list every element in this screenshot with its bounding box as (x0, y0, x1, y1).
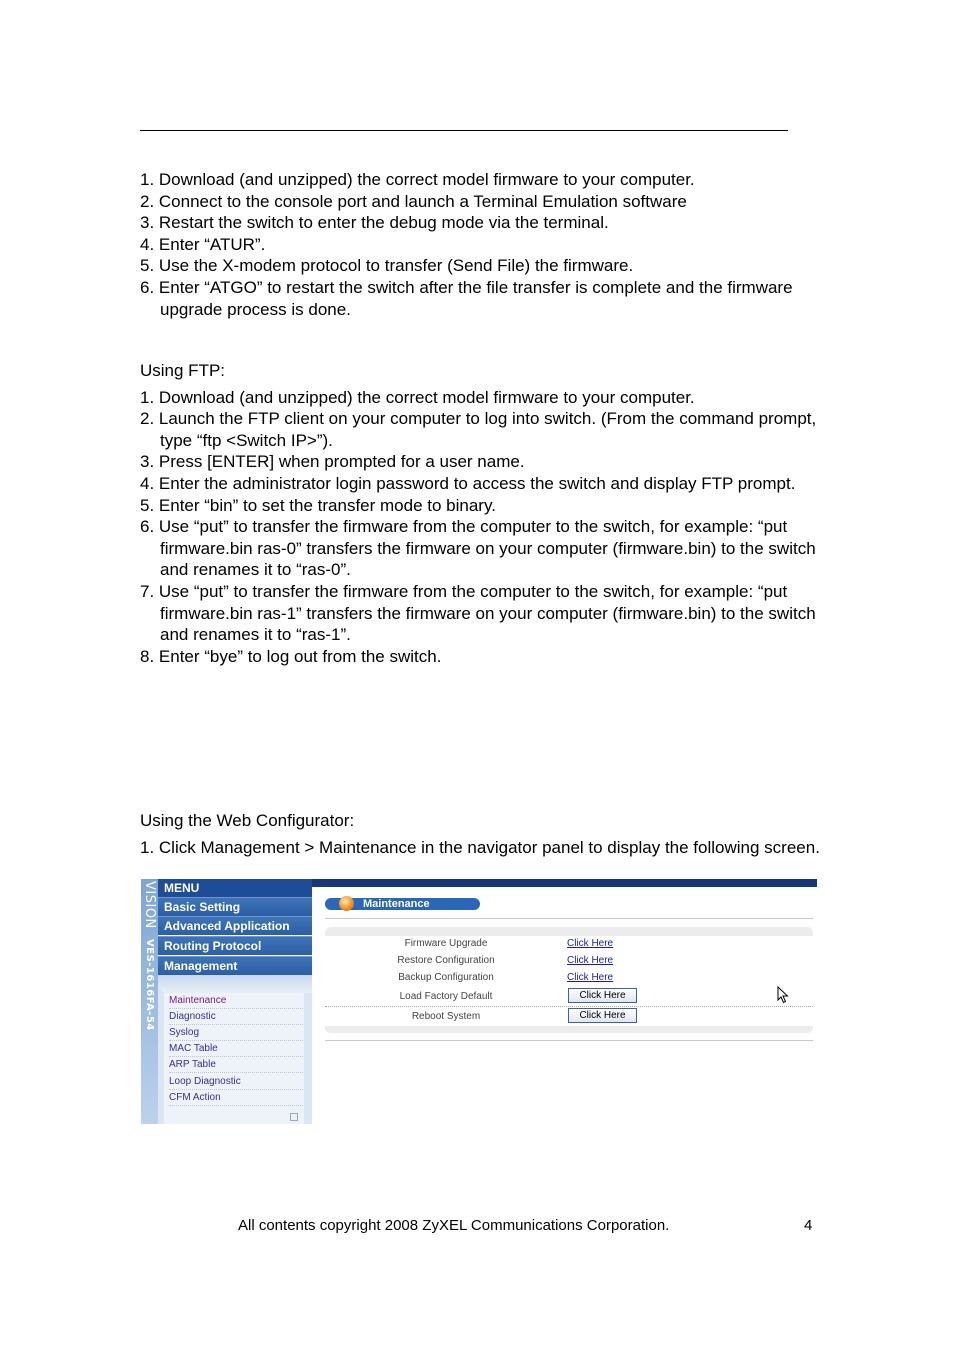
model-label: VES-1616FA-54 (144, 938, 155, 1031)
row-label: Backup Configuration (398, 972, 494, 983)
menu-item-management[interactable]: Management (158, 956, 312, 975)
list-item: 8. Enter “bye” to log out from the switch. (140, 646, 442, 666)
scroll-handle[interactable] (290, 1113, 298, 1121)
header-rule (140, 130, 788, 131)
page-title: Maintenance (363, 898, 430, 910)
ftp-section (140, 360, 830, 667)
list-item: 2. Connect to the console port and launch a Terminal Emulation software (140, 191, 687, 211)
page-number: 4 (804, 1217, 813, 1234)
submenu-item-cfm-action[interactable]: CFM Action (169, 1090, 303, 1106)
copyright-footer: All contents copyright 2008 ZyXEL Communications Corporation. (238, 1217, 670, 1234)
table-row (325, 953, 813, 971)
divider (325, 1040, 813, 1041)
submenu-item-syslog[interactable]: Syslog (169, 1025, 303, 1041)
submenu-item-diagnostic[interactable]: Diagnostic (169, 1009, 303, 1025)
restore-configuration-link[interactable]: Click Here (567, 955, 614, 966)
list-item: 6. Enter “ATGO” to restart the switch after the file transfer is complete and the firmware upgrade process is done. (140, 277, 793, 319)
row-label: Reboot System (411, 1011, 481, 1022)
submenu-item-mac-table[interactable]: MAC Table (169, 1041, 303, 1057)
list-item: 5. Use the X-modem protocol to transfer (Send File) the firmware. (140, 256, 634, 276)
menu-item-advanced-application[interactable]: Advanced Application (158, 916, 312, 935)
firmware-upgrade-link[interactable]: Click Here (567, 938, 614, 949)
orange-ball-icon (339, 896, 354, 911)
mouse-cursor-icon (777, 986, 789, 1004)
ftp-heading: Using FTP: (140, 361, 226, 380)
table-row (325, 987, 813, 1007)
backup-configuration-link[interactable]: Click Here (567, 972, 614, 983)
list-item: 4. Enter the administrator login password to access the switch and display FTP prompt. (140, 473, 796, 493)
console-steps (140, 169, 830, 320)
list-item: 3. Press [ENTER] when prompted for a user name. (140, 452, 525, 472)
navigator-panel (158, 879, 312, 1124)
management-submenu (158, 975, 312, 1124)
table-row (325, 936, 813, 954)
list-item: 2. Launch the FTP client on your computer to log into switch. (From the command prompt, type “ftp <Switch IP>”). (140, 409, 817, 450)
row-label: Firmware Upgrade (404, 938, 488, 949)
menu-title: MENU (158, 879, 312, 897)
submenu-item-loop-diagnostic[interactable]: Loop Diagnostic (169, 1074, 303, 1090)
reboot-system-button[interactable]: Click Here (568, 1008, 637, 1023)
table-row (325, 970, 813, 988)
row-label: Load Factory Default (399, 991, 493, 1002)
brand-logo: VISION (142, 881, 157, 929)
load-factory-default-button[interactable]: Click Here (568, 988, 637, 1003)
list-item: 3. Restart the switch to enter the debug mode via the terminal. (140, 213, 609, 233)
maintenance-table (325, 927, 813, 1033)
submenu-item-maintenance[interactable]: Maintenance (169, 993, 303, 1009)
submenu-item-arp-table[interactable]: ARP Table (169, 1057, 303, 1073)
list-item: 7. Use “put” to transfer the firmware from the computer to the switch, for example: “put firmware.bin ras-1” transfers the firmware on your computer (firmware.bin) to the switch and renames it to “ras-1”. (140, 581, 816, 645)
row-label: Restore Configuration (397, 955, 495, 966)
list-item: 1. Click Management > Maintenance in the navigator panel to display the following screen. (140, 837, 820, 857)
list-item: 1. Download (and unzipped) the correct model firmware to your computer. (140, 387, 695, 407)
menu-item-routing-protocol[interactable]: Routing Protocol (158, 936, 312, 955)
menu-item-basic-setting[interactable]: Basic Setting (158, 897, 312, 916)
web-configurator-screenshot (141, 879, 817, 1124)
list-item: 5. Enter “bin” to set the transfer mode to binary. (140, 495, 496, 515)
list-item: 1. Download (and unzipped) the correct model firmware to your computer. (140, 170, 695, 189)
list-item: 4. Enter “ATUR”. (140, 234, 266, 254)
top-bar (311, 879, 817, 887)
divider (325, 918, 813, 919)
web-configurator-section (140, 810, 830, 858)
web-heading: Using the Web Configurator: (140, 811, 355, 830)
list-item: 6. Use “put” to transfer the firmware from the computer to the switch, for example: “put firmware.bin ras-0” transfers the firmware on your computer (firmware.bin) to the switch and renames it to “ras-0”. (140, 517, 816, 580)
brand-strip (141, 879, 158, 1124)
table-row (325, 1007, 813, 1026)
